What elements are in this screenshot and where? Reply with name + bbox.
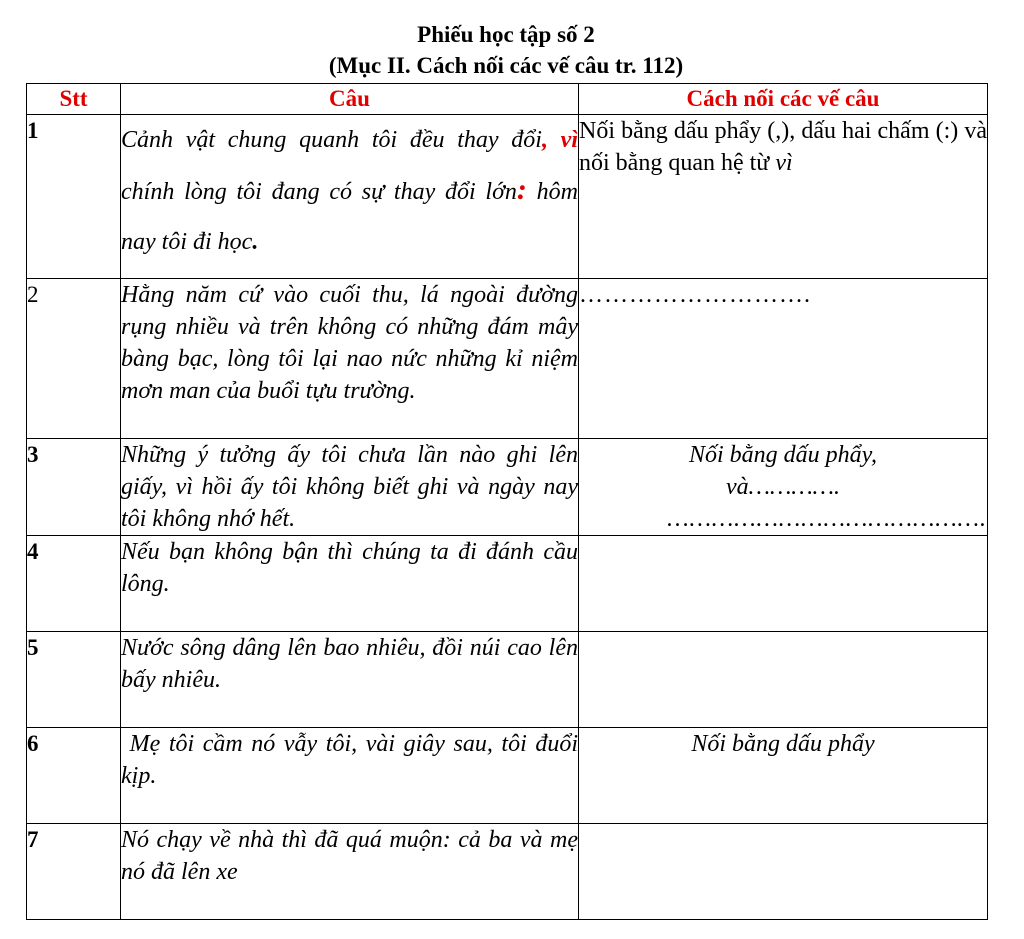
table-row [27, 824, 988, 920]
sentence-cell: Nó chạy về nhà thì đã quá muộn: cả ba và mẹ nó đã lên xe [121, 824, 579, 920]
row-number: 4 [27, 536, 121, 632]
method-cell [579, 439, 988, 536]
worksheet-subtitle: (Mục II. Cách nối các vế câu tr. 112) [328, 53, 684, 78]
table-row [27, 115, 988, 279]
period-mark: . [252, 229, 259, 255]
header-cach: Cách nối các vế câu [579, 84, 988, 115]
sentence-text: hôm nay tôi đi học [121, 179, 578, 255]
answer-blank: ………………………. [579, 282, 811, 308]
row-number: 1 [27, 115, 121, 279]
row-number: 2 [27, 279, 121, 439]
answer-blank: ……………………………………. [667, 506, 987, 532]
sentence-cell: Hằng năm cứ vào cuối thu, lá ngoài đường rụng nhiều và trên không có những đám mây bàng bạc, lòng tôi lại nao nức những kỉ niệm mơn man của buổi tựu trường. [121, 279, 579, 439]
method-cell [579, 115, 988, 279]
method-cell [579, 632, 988, 728]
table-row [27, 728, 988, 824]
method-cell [579, 824, 988, 920]
method-cell: Nối bằng dấu phẩy [579, 728, 988, 824]
comma-mark: , [541, 127, 548, 153]
table-row [27, 279, 988, 439]
method-text: Nối bằng dấu phẩy (,), dấu hai chấm (:) và nối bằng quan hệ từ [579, 118, 987, 176]
method-text-blank: và…………. [725, 474, 840, 500]
header-stt: Stt [27, 84, 121, 115]
sentence-cell: Mẹ tôi cầm nó vẫy tôi, vài giây sau, tôi đuổi kịp. [121, 728, 579, 824]
sentence-text: Cảnh vật chung quanh tôi đều thay đổi [121, 127, 542, 153]
conjunction-vi: vì [547, 127, 578, 153]
sentence-cell: Những ý tưởng ấy tôi chưa lần nào ghi lên giấy, vì hồi ấy tôi không biết ghi và ngày nay tôi không nhớ hết. [121, 439, 579, 536]
row-number: 6 [27, 728, 121, 824]
sentence-cell: Nếu bạn không bận thì chúng ta đi đánh cầu lông. [121, 536, 579, 632]
colon-mark: : [516, 173, 527, 206]
table-row [27, 536, 988, 632]
table-row [27, 632, 988, 728]
method-cell [579, 536, 988, 632]
header-row [27, 84, 988, 115]
row-number: 5 [27, 632, 121, 728]
sentence-text: chính lòng tôi đang có sự thay đổi lớn [121, 179, 517, 205]
worksheet-title: Phiếu học tập số 2 [417, 22, 595, 47]
method-conjunction: vì [775, 150, 793, 176]
header-cau: Câu [121, 84, 579, 115]
worksheet-table [26, 83, 988, 920]
row-number: 3 [27, 439, 121, 536]
sentence-cell: Nước sông dâng lên bao nhiêu, đồi núi cao lên bấy nhiêu. [121, 632, 579, 728]
row-number: 7 [27, 824, 121, 920]
method-cell [579, 279, 988, 439]
sentence-cell [121, 115, 579, 279]
method-text: Nối bằng dấu phẩy, [688, 442, 877, 468]
table-row [27, 439, 988, 536]
